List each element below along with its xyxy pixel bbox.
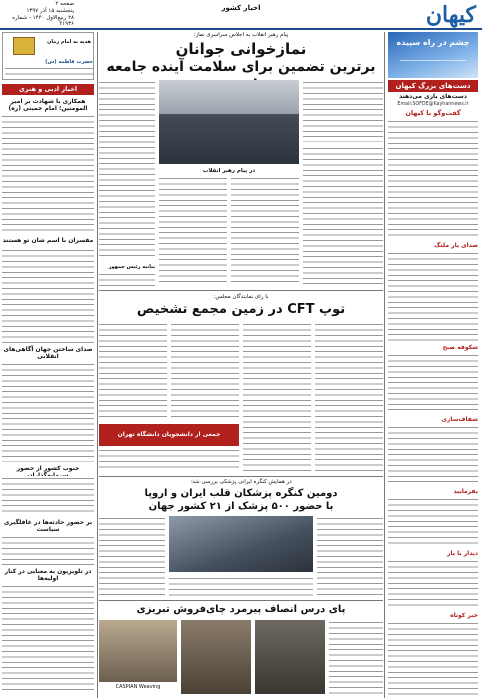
main-headline-line-1[interactable]: نمازخوانی جوانان bbox=[175, 40, 307, 58]
sidebar-section-0: صدای یار ملتگ bbox=[434, 242, 478, 249]
kayhan-logo[interactable]: کیهان bbox=[425, 2, 476, 28]
ad-banner-text: چشم در راه سپیده bbox=[396, 38, 470, 47]
congress-kicker: در همایش کنگره ایرانی پزشکی بررسی شد: bbox=[190, 479, 292, 485]
sidebar-section-2: شفاف‌سازی bbox=[441, 416, 478, 423]
sidebar-text-block-6 bbox=[388, 559, 478, 609]
congress-text-mid bbox=[169, 576, 313, 598]
tea-seller-photo-right[interactable] bbox=[255, 620, 325, 694]
masthead bbox=[0, 0, 482, 30]
cft-headline[interactable]: توپ CFT در زمین مجمع تشخیص bbox=[136, 302, 346, 317]
culture-headline-6[interactable]: در تلویزیون به معنایی در کنار اولیه‌ها bbox=[4, 568, 92, 582]
lead-text-right bbox=[303, 80, 383, 142]
article-col-mid-a bbox=[231, 176, 299, 286]
column-subhead-a: در پیام رهبر انقلاب bbox=[202, 168, 256, 174]
sidebar-text-block-5 bbox=[388, 497, 478, 547]
congress-text-right bbox=[317, 516, 383, 598]
tea-seller-headline[interactable]: پای درس انصاف پیرمرد چای‌فروش تبریزی bbox=[136, 604, 346, 615]
date-line: پنجشنبه ۱۵ آذر ۱۳۹۷ bbox=[26, 8, 74, 14]
culture-headline-4[interactable]: جنوب کشور از حضور bbox=[16, 465, 80, 472]
culture-text-5 bbox=[2, 535, 94, 565]
congress-photo[interactable] bbox=[169, 516, 313, 572]
main-content bbox=[99, 32, 383, 698]
culture-headline-3[interactable]: صدای ساختن جهان آگاهی‌های انقلابی bbox=[3, 346, 93, 360]
divider-2 bbox=[99, 476, 383, 477]
right-sidebar bbox=[386, 32, 480, 698]
column-subhead-b: بیانیه رئیس جمهور bbox=[108, 264, 155, 270]
students-box-title[interactable]: جمعی از دانشجویان دانشگاه تهران bbox=[99, 424, 239, 446]
culture-headline-5[interactable]: بر حضور حادثه‌ها در غافلگیری سیاست bbox=[3, 519, 93, 533]
gift-icon bbox=[13, 37, 35, 55]
culture-headline-1[interactable]: همکاری با شهادت بر امیر المومنین؛ امام خمینی (ره) bbox=[8, 98, 88, 112]
culture-title: اخبار ادبی و هنری bbox=[2, 84, 94, 95]
lead-text-left bbox=[99, 80, 155, 260]
cft-text-4 bbox=[99, 322, 167, 420]
main-headline-line-2[interactable]: برترین تضمین برای سلامت آینده جامعه bbox=[106, 59, 376, 75]
sidebar-banner-title: دست‌های بزرگ کیهان bbox=[388, 80, 478, 92]
sidebar-text-block-1 bbox=[388, 119, 478, 239]
star-icon bbox=[400, 60, 466, 61]
prayer-meeting-photo[interactable] bbox=[159, 80, 299, 164]
article-col-right bbox=[303, 146, 383, 286]
sidebar-banner-sub: دست‌های یاری می‌دهند bbox=[399, 93, 467, 100]
sidebar-section-3: بفرمایید bbox=[453, 488, 478, 495]
tea-seller-portrait[interactable] bbox=[99, 620, 177, 682]
culture-text-2 bbox=[2, 248, 94, 343]
article-col-left bbox=[99, 272, 155, 286]
issue-line: ۲۸ ربیع‌الاول ۱۴۴۰ - شماره ۲۱۹۳۶ bbox=[12, 15, 74, 27]
cft-text-1 bbox=[315, 322, 383, 472]
cft-text-3 bbox=[171, 322, 239, 420]
ad-banner[interactable] bbox=[388, 32, 478, 78]
sidebar-text-block-3 bbox=[388, 353, 478, 413]
page-number: صفحه ۲ bbox=[55, 1, 74, 7]
gift-box-title: هدیه به امام زمان bbox=[47, 39, 91, 45]
sidebar-text-block-7 bbox=[388, 621, 478, 695]
cft-kicker: با رای نمایندگان مجلس: bbox=[213, 294, 269, 300]
sidebar-text-block-4 bbox=[388, 425, 478, 485]
sidebar-heading: گفت‌وگو با کیهان bbox=[405, 109, 461, 117]
sidebar-section-4: دیدار با یار bbox=[447, 550, 478, 557]
sidebar-section-1: شکوفه صبح bbox=[442, 344, 478, 351]
gift-box[interactable] bbox=[2, 32, 94, 80]
sidebar-email[interactable]: Email:SOFDE@Kayhannews.ir bbox=[397, 102, 469, 107]
culture-text-3 bbox=[2, 362, 94, 462]
cft-text-2 bbox=[243, 322, 311, 472]
divider-1 bbox=[99, 290, 383, 291]
tea-seller-photo-center[interactable] bbox=[181, 620, 251, 694]
article-col-mid-b bbox=[159, 176, 227, 286]
culture-headline-2[interactable]: مفسران با اسم شان تو هستند bbox=[2, 237, 94, 244]
left-sidebar bbox=[2, 32, 96, 698]
tea-text-right bbox=[329, 620, 383, 694]
gift-box-text bbox=[5, 66, 93, 78]
congress-text-left bbox=[99, 516, 165, 598]
culture-text-1 bbox=[2, 114, 94, 234]
footer-tag: CASPIAN Weaving bbox=[115, 684, 161, 690]
section-title: اخبار کشور bbox=[221, 4, 261, 12]
culture-text-4 bbox=[2, 476, 94, 516]
students-text bbox=[99, 448, 239, 472]
sidebar-text-block-2 bbox=[388, 251, 478, 341]
column-rule-right bbox=[384, 32, 385, 698]
congress-headline-line-1[interactable]: دومین کنگره پزشکان قلب ایران و اروپا bbox=[144, 488, 338, 499]
congress-headline-line-2[interactable]: با حضور ۵۰۰ پزشک از ۲۱ کشور جهان bbox=[148, 501, 334, 512]
sidebar-section-5: خبر کوتاه bbox=[450, 612, 478, 619]
gift-box-label: حضرت فاطمه (س) bbox=[45, 59, 93, 65]
main-kicker: پیام رهبر انقلاب به اجلاس سراسری نماز: bbox=[193, 32, 289, 38]
culture-text-6 bbox=[2, 584, 94, 694]
column-rule-left bbox=[97, 32, 98, 698]
divider-3 bbox=[99, 600, 383, 601]
